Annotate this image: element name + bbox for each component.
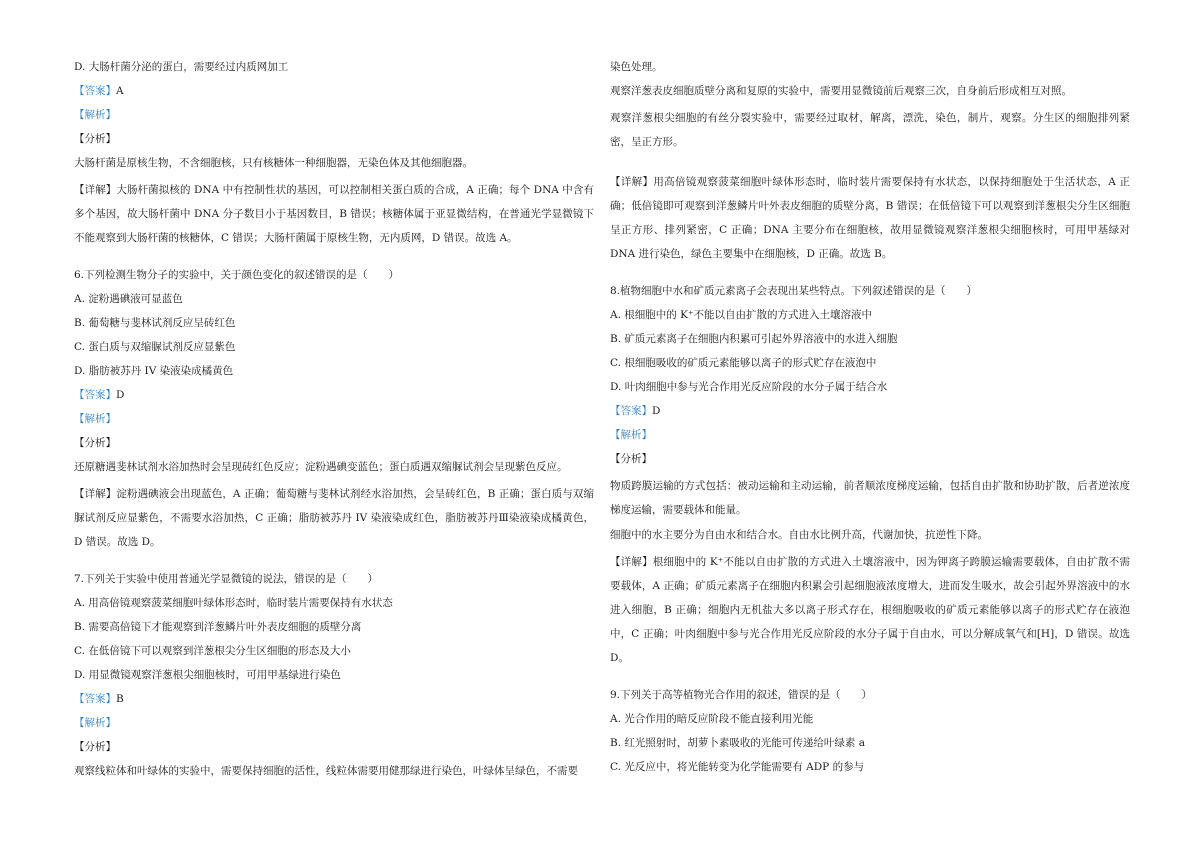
q8-answer: [610, 402, 1130, 420]
q8-option-a: A. 根细胞中的 K⁺不能以自由扩散的方式进入土壤溶液中: [610, 309, 872, 321]
q8-analysis-1: 物质跨膜运输的方式包括：被动运输和主动运输，前者顺浓度梯度运输，包括自由扩散和协助扩散，后者逆浓度梯度运输，需要载体和能量。: [610, 480, 1130, 516]
q5-fenxi-tag: 【分析】: [74, 133, 116, 145]
q6-answer: [74, 386, 594, 404]
q6-stem: 6.下列检测生物分子的实验中，关于颜色变化的叙述错误的是（ ）: [74, 269, 400, 281]
q7-option-a: A. 用高倍镜观察菠菜细胞叶绿体形态时，临时装片需要保持有水状态: [74, 597, 393, 609]
q6-detail: 【详解】淀粉遇碘液会出现蓝色，A 正确；葡萄糖与斐林试剂经水浴加热，会呈砖红色，B 正确；蛋白质与双缩脲试剂反应显紫色，不需要水浴加热，C 正确；脂肪被苏丹 IV 染液染成红色，脂肪被苏丹Ⅲ染液染成橘黄色，D 错误。故选 D。: [74, 488, 594, 548]
answer-value: A: [116, 85, 124, 97]
q7-fenxi-tag: 【分析】: [74, 741, 116, 753]
q5-jiexi-tag: 【解析】: [74, 109, 116, 121]
q7-analysis-cont-1: 染色处理。: [610, 61, 663, 73]
right-column: [610, 58, 1130, 782]
q7-detail: 【详解】用高倍镜观察菠菜细胞叶绿体形态时，临时装片需要保持有水状态，以保持细胞处于生活状态，A 正确；低倍镜即可观察到洋葱鳞片叶外表皮细胞的质壁分离，B 错误；在低倍镜下可以观察到洋葱根尖分生区细胞呈正方形、排列紧密，C 正确；DNA 主要分布在细胞核，故用显微镜观察洋葱根尖细胞核时，可用甲基绿对 DNA 进行染色，绿色主要集中在细胞核，D 正确。故选 B。: [610, 176, 1130, 260]
q8-option-d: D. 叶肉细胞中参与光合作用光反应阶段的水分子属于结合水: [610, 381, 888, 393]
q9-stem: 9.下列关于高等植物光合作用的叙述，错误的是（ ）: [610, 689, 873, 701]
q6-option-b: B. 葡萄糖与斐林试剂反应呈砖红色: [74, 317, 236, 329]
q6-jiexi-tag: 【解析】: [74, 413, 116, 425]
q6-option-a: A. 淀粉遇碘液可显蓝色: [74, 293, 183, 305]
left-column: [74, 58, 594, 786]
q7-answer: [74, 690, 594, 708]
q8-analysis-2: 细胞中的水主要分为自由水和结合水。自由水比例升高，代谢加快，抗逆性下降。: [610, 529, 988, 541]
q5-analysis: 大肠杆菌是原核生物，不含细胞核，只有核糖体一种细胞器，无染色体及其他细胞器。: [74, 157, 473, 169]
q6-analysis: 还原糖遇斐林试剂水浴加热时会呈现砖红色反应；淀粉遇碘变蓝色；蛋白质遇双缩脲试剂会呈现紫色反应。: [74, 461, 568, 473]
q7-stem: 7.下列关于实验中使用普通光学显微镜的说法，错误的是（ ）: [74, 573, 379, 585]
q8-option-c: C. 根细胞吸收的矿质元素能够以离子的形式贮存在液泡中: [610, 357, 877, 369]
q8-fenxi-tag: 【分析】: [610, 453, 652, 465]
q8-detail: 【详解】根细胞中的 K⁺不能以自由扩散的方式进入土壤溶液中，因为钾离子跨膜运输需要载体，自由扩散不需要载体，A 正确；矿质元素离子在细胞内积累会引起细胞液浓度增大，进而发生吸水，故会引起外界溶液中的水进入细胞，B 正确；细胞内无机盐大多以离子形式存在，根细胞吸收的矿质元素能够以离子的形式贮存在液泡中，C 正确；叶肉细胞中参与光合作用光反应阶段的水分子属于自由水，可以分解成氧气和[H]，D 错误。故选 D。: [610, 556, 1130, 664]
q7-analysis-cont-3: 观察洋葱根尖细胞的有丝分裂实验中，需要经过取材，解离，漂洗，染色，制片，观察。分生区的细胞排列紧密，呈正方形。: [610, 112, 1130, 148]
q7-analysis: 观察线粒体和叶绿体的实验中，需要保持细胞的活性，线粒体需要用健那绿进行染色，叶绿体呈绿色，不需要: [74, 765, 578, 777]
q7-option-d: D. 用显微镜观察洋葱根尖细胞核时，可用甲基绿进行染色: [74, 669, 341, 681]
q7-jiexi-tag: 【解析】: [74, 717, 116, 729]
answer-tag: 【答案】: [74, 389, 116, 401]
q8-jiexi-tag: 【解析】: [610, 429, 652, 441]
q9-option-b: B. 红光照射时，胡萝卜素吸收的光能可传递给叶绿素 a: [610, 737, 865, 749]
answer-tag: 【答案】: [74, 693, 116, 705]
q5-answer: [74, 82, 594, 100]
q6-option-d: D. 脂肪被苏丹 IV 染液染成橘黄色: [74, 365, 234, 377]
answer-tag: 【答案】: [610, 405, 652, 417]
q7-option-c: C. 在低倍镜下可以观察到洋葱根尖分生区细胞的形态及大小: [74, 645, 351, 657]
q7-analysis-cont-2: 观察洋葱表皮细胞质壁分离和复原的实验中，需要用显微镜前后观察三次，自身前后形成相互对照。: [610, 85, 1072, 97]
q5-option-d: D. 大肠杆菌分泌的蛋白，需要经过内质网加工: [74, 61, 289, 73]
answer-value: D: [652, 405, 661, 417]
q8-stem: 8.植物细胞中水和矿质元素离子会表现出某些特点。下列叙述错误的是（ ）: [610, 285, 978, 297]
q8-option-b: B. 矿质元素离子在细胞内积累可引起外界溶液中的水进入细胞: [610, 333, 898, 345]
answer-tag: 【答案】: [74, 85, 116, 97]
q5-detail: 【详解】大肠杆菌拟核的 DNA 中有控制性状的基因，可以控制相关蛋白质的合成，A 正确；每个 DNA 中含有多个基因，故大肠杆菌中 DNA 分子数目小于基因数目，B 错误；核糖体属于亚显微结构，在普通光学显微镜下不能观察到大肠杆菌的核糖体，C 错误；大肠杆菌属于原核生物，无内质网，D 错误。故选 A。: [74, 184, 594, 244]
q6-fenxi-tag: 【分析】: [74, 437, 116, 449]
q9-option-c: C. 光反应中，将光能转变为化学能需要有 ADP 的参与: [610, 761, 865, 773]
q6-option-c: C. 蛋白质与双缩脲试剂反应显紫色: [74, 341, 236, 353]
answer-value: D: [116, 389, 125, 401]
answer-value: B: [116, 693, 124, 705]
q9-option-a: A. 光合作用的暗反应阶段不能直接利用光能: [610, 713, 814, 725]
q7-option-b: B. 需要高倍镜下才能观察到洋葱鳞片叶外表皮细胞的质壁分离: [74, 621, 362, 633]
